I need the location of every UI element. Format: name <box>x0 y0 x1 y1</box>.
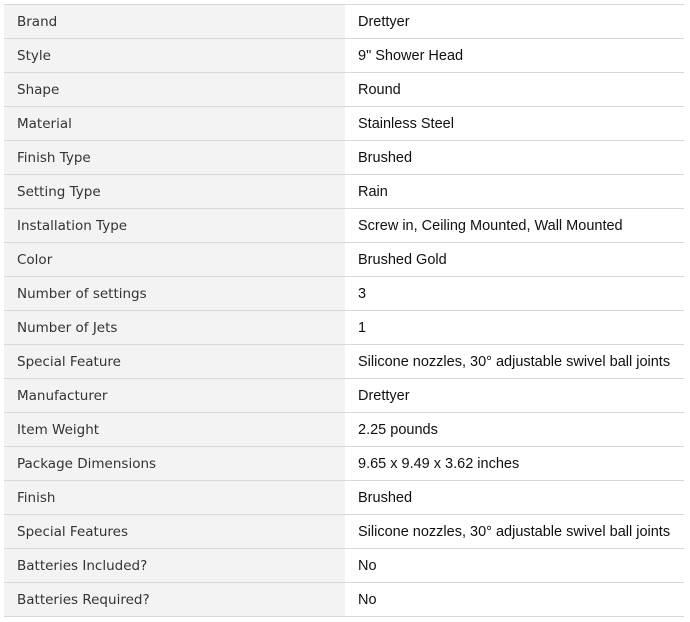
spec-value: Brushed Gold <box>345 243 684 277</box>
spec-label: Finish Type <box>4 141 345 175</box>
spec-label: Brand <box>4 5 345 39</box>
spec-label: Package Dimensions <box>4 447 345 481</box>
spec-value: 1 <box>345 311 684 345</box>
spec-row-material <box>4 107 684 141</box>
spec-row-special-feature <box>4 345 684 379</box>
spec-label: Material <box>4 107 345 141</box>
spec-row-manufacturer <box>4 379 684 413</box>
spec-label: Item Weight <box>4 413 345 447</box>
spec-label: Special Features <box>4 515 345 549</box>
spec-label: Finish <box>4 481 345 515</box>
spec-row-special-features <box>4 515 684 549</box>
spec-row-style <box>4 39 684 73</box>
spec-row-finish-type <box>4 141 684 175</box>
spec-value: 3 <box>345 277 684 311</box>
spec-label: Installation Type <box>4 209 345 243</box>
spec-value: Drettyer <box>345 5 684 39</box>
spec-label: Batteries Required? <box>4 583 345 617</box>
spec-value: Round <box>345 73 684 107</box>
spec-row-setting-type <box>4 175 684 209</box>
spec-label: Number of Jets <box>4 311 345 345</box>
spec-row-number-of-settings <box>4 277 684 311</box>
spec-row-item-weight <box>4 413 684 447</box>
spec-value: No <box>345 583 684 617</box>
spec-value: 9.65 x 9.49 x 3.62 inches <box>345 447 684 481</box>
spec-row-package-dimensions <box>4 447 684 481</box>
specifications-body <box>4 5 684 617</box>
spec-row-color <box>4 243 684 277</box>
spec-row-installation-type <box>4 209 684 243</box>
spec-value: Silicone nozzles, 30° adjustable swivel ball joints <box>345 515 684 549</box>
spec-value: No <box>345 549 684 583</box>
spec-value: Screw in, Ceiling Mounted, Wall Mounted <box>345 209 684 243</box>
spec-row-finish <box>4 481 684 515</box>
spec-label: Number of settings <box>4 277 345 311</box>
spec-label: Shape <box>4 73 345 107</box>
spec-value: 2.25 pounds <box>345 413 684 447</box>
spec-label: Special Feature <box>4 345 345 379</box>
spec-row-batteries-included <box>4 549 684 583</box>
spec-row-shape <box>4 73 684 107</box>
spec-row-brand <box>4 5 684 39</box>
spec-value: Drettyer <box>345 379 684 413</box>
spec-label: Batteries Included? <box>4 549 345 583</box>
spec-value: Brushed <box>345 481 684 515</box>
product-specifications-table <box>4 4 684 617</box>
spec-label: Style <box>4 39 345 73</box>
spec-value: Brushed <box>345 141 684 175</box>
spec-value: 9" Shower Head <box>345 39 684 73</box>
spec-value: Stainless Steel <box>345 107 684 141</box>
spec-value: Silicone nozzles, 30° adjustable swivel ball joints <box>345 345 684 379</box>
spec-label: Manufacturer <box>4 379 345 413</box>
spec-row-number-of-jets <box>4 311 684 345</box>
spec-value: Rain <box>345 175 684 209</box>
spec-label: Setting Type <box>4 175 345 209</box>
spec-row-batteries-required <box>4 583 684 617</box>
spec-label: Color <box>4 243 345 277</box>
